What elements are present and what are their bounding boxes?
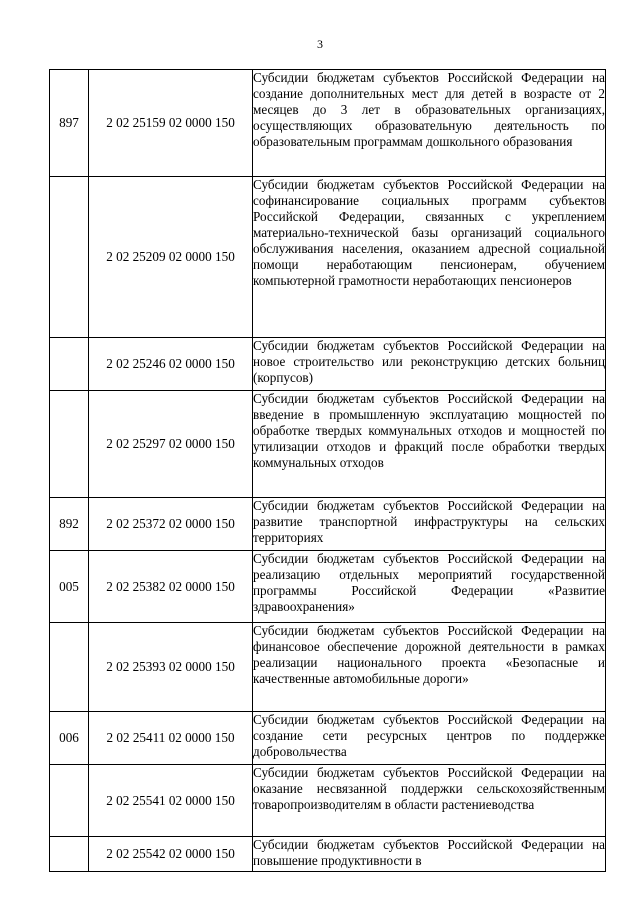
admin-code-cell <box>50 338 89 391</box>
table-row <box>50 498 606 551</box>
description-text: Субсидии бюджетам субъектов Российской Федерации на создание дополнительных мест для детей в возрасте от 2 месяцев до 3 лет в образовательных организациях, осуществляющих образовательную деятельность по образовательным программам дошкольного образования <box>253 70 605 149</box>
description-cell <box>253 177 606 338</box>
classification-code-cell: 2 02 25209 02 0000 150 <box>89 177 253 338</box>
admin-code-cell <box>50 837 89 872</box>
table-row <box>50 70 606 177</box>
table-row <box>50 338 606 391</box>
classification-code-cell: 2 02 25297 02 0000 150 <box>89 391 253 498</box>
description-text: Субсидии бюджетам субъектов Российской Федерации на реализацию отдельных мероприятий государственной программы Российской Федерации «Развитие здравоохранения» <box>253 551 605 614</box>
classification-code-cell: 2 02 25382 02 0000 150 <box>89 551 253 623</box>
description-cell <box>253 551 606 623</box>
classification-code-cell: 2 02 25411 02 0000 150 <box>89 712 253 765</box>
classification-code-cell: 2 02 25542 02 0000 150 <box>89 837 253 872</box>
description-text: Субсидии бюджетам субъектов Российской Федерации на развитие транспортной инфраструктуры на сельских территориях <box>253 498 605 545</box>
classification-code-cell: 2 02 25159 02 0000 150 <box>89 70 253 177</box>
classification-code-cell: 2 02 25372 02 0000 150 <box>89 498 253 551</box>
description-text: Субсидии бюджетам субъектов Российской Федерации на софинансирование социальных программ субъектов Российской Федерации, связанных с укреплением материально-технической базы организаций социального обслуживания населения, оказанием адресной социальной помощи неработающим пенсионерам, обучением компьютерной грамотности неработающих пенсионеров <box>253 177 605 288</box>
description-text: Субсидии бюджетам субъектов Российской Федерации на новое строительство или реконструкцию детских больниц (корпусов) <box>253 338 605 385</box>
admin-code-cell: 892 <box>50 498 89 551</box>
description-text: Субсидии бюджетам субъектов Российской Федерации на повышение продуктивности в <box>253 837 605 868</box>
description-cell <box>253 70 606 177</box>
admin-code-cell: 006 <box>50 712 89 765</box>
description-cell <box>253 623 606 712</box>
table-row <box>50 623 606 712</box>
admin-code-cell <box>50 623 89 712</box>
admin-code-cell <box>50 765 89 837</box>
admin-code-cell <box>50 391 89 498</box>
page-number: 3 <box>317 37 323 51</box>
description-text: Субсидии бюджетам субъектов Российской Федерации на создание сети ресурсных центров по поддержке добровольчества <box>253 712 605 759</box>
description-text: Субсидии бюджетам субъектов Российской Федерации на оказание несвязанной поддержки сельскохозяйственным товаропроизводителям в области растениеводства <box>253 765 605 812</box>
classification-code-cell: 2 02 25393 02 0000 150 <box>89 623 253 712</box>
budget-codes-table <box>49 69 606 872</box>
description-cell <box>253 498 606 551</box>
table-row <box>50 391 606 498</box>
description-cell <box>253 391 606 498</box>
table-row <box>50 712 606 765</box>
table-row <box>50 837 606 872</box>
description-cell <box>253 837 606 872</box>
admin-code-cell: 897 <box>50 70 89 177</box>
classification-code-cell: 2 02 25246 02 0000 150 <box>89 338 253 391</box>
description-text: Субсидии бюджетам субъектов Российской Федерации на введение в промышленную эксплуатацию мощностей по обработке твердых коммунальных отходов и мощностей по утилизации отходов и фракций после обработки твердых коммунальных отходов <box>253 391 605 470</box>
table-row <box>50 177 606 338</box>
description-text: Субсидии бюджетам субъектов Российской Федерации на финансовое обеспечение дорожной деятельности в рамках реализации национального проекта «Безопасные и качественные автомобильные дороги» <box>253 623 605 686</box>
admin-code-cell <box>50 177 89 338</box>
admin-code-cell: 005 <box>50 551 89 623</box>
description-cell <box>253 338 606 391</box>
classification-code-cell: 2 02 25541 02 0000 150 <box>89 765 253 837</box>
description-cell <box>253 765 606 837</box>
table-row <box>50 551 606 623</box>
description-cell <box>253 712 606 765</box>
table-row <box>50 765 606 837</box>
